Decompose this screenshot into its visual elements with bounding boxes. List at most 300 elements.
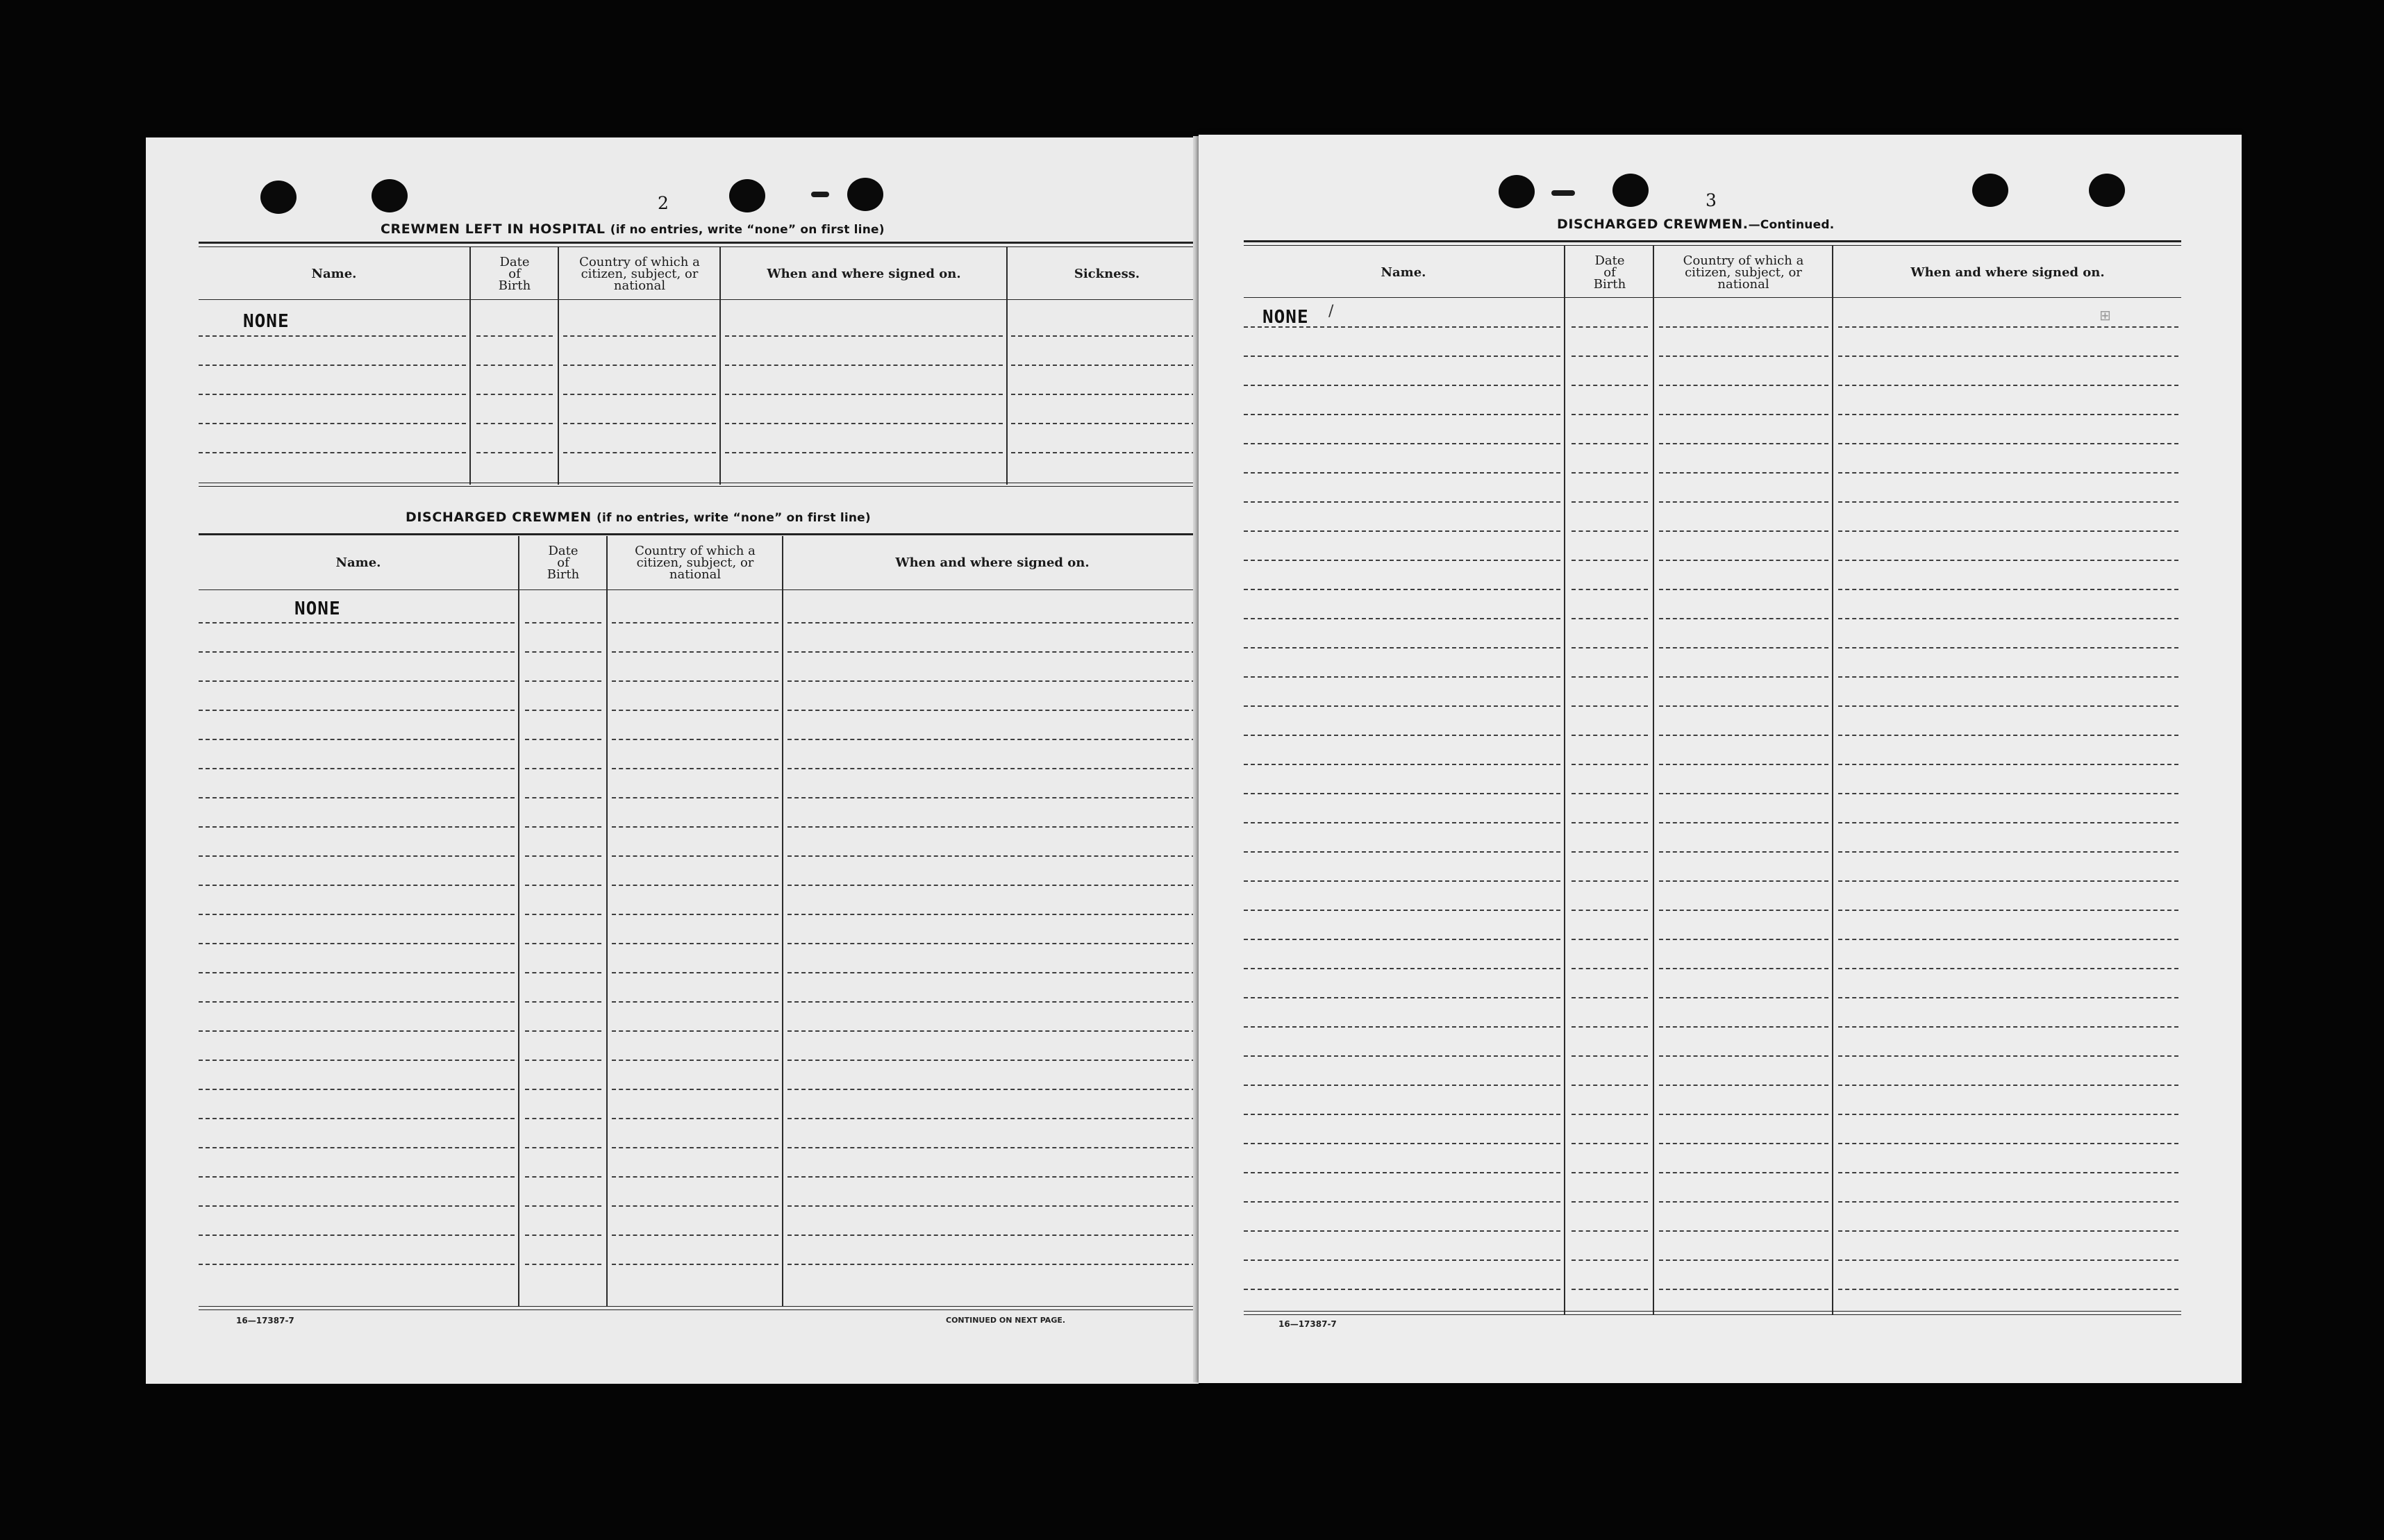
dotted-entry-line: [199, 1147, 515, 1148]
dotted-entry-line: [1572, 589, 1648, 590]
dotted-entry-line: [1659, 939, 1828, 940]
dotted-entry-line: [1572, 764, 1648, 765]
dotted-entry-line: [1244, 1289, 1560, 1290]
dotted-entry-line: [1659, 501, 1828, 503]
dotted-entry-line: [1572, 1085, 1648, 1086]
dotted-entry-line: [1244, 1230, 1560, 1232]
dotted-entry-line: [1572, 560, 1648, 561]
dotted-entry-line: [1572, 705, 1648, 707]
dotted-entry-line: [1244, 647, 1560, 648]
dotted-entry-line: [199, 1060, 515, 1061]
column-divider: [1653, 246, 1654, 1315]
dotted-entry-line: [199, 943, 515, 944]
dotted-entry-line: [1659, 385, 1828, 386]
section-heading-hospital: [381, 221, 885, 237]
dotted-entry-line: [1659, 1259, 1828, 1261]
dotted-entry-line: [612, 680, 778, 682]
dotted-entry-line: [725, 394, 1003, 395]
column-divider: [1006, 247, 1008, 485]
dotted-entry-line: [1659, 618, 1828, 619]
header-text: Country of which a citizen, subject, or national: [635, 543, 756, 582]
dotted-entry-line: [612, 1205, 778, 1207]
dotted-entry-line: [1244, 355, 1560, 357]
dotted-entry-line: [1659, 735, 1828, 736]
dotted-entry-line: [525, 1147, 601, 1148]
heading-title: DISCHARGED CREWMEN: [406, 510, 592, 525]
punch-hole: [729, 179, 765, 212]
dotted-entry-line: [1659, 1201, 1828, 1203]
dotted-entry-line: [1572, 472, 1648, 474]
dotted-entry-line: [725, 452, 1003, 453]
dotted-entry-line: [563, 335, 716, 337]
dotted-entry-line: [199, 1001, 515, 1003]
dotted-entry-line: [1011, 394, 1196, 395]
dotted-entry-line: [525, 885, 601, 886]
dotted-entry-line: [563, 394, 716, 395]
dotted-entry-line: [1838, 1026, 2178, 1028]
dotted-entry-line: [563, 365, 716, 366]
header-text: Country of which a citizen, subject, or national: [1683, 253, 1804, 292]
dotted-entry-line: [1659, 1085, 1828, 1086]
dotted-entry-line: [199, 1118, 515, 1119]
dotted-entry-line: [1572, 326, 1648, 328]
column-divider: [1564, 246, 1565, 1315]
dotted-entry-line: [787, 855, 1196, 857]
dotted-entry-line: [1838, 910, 2178, 911]
dotted-entry-line: [1838, 647, 2178, 648]
dotted-entry-line: [612, 1089, 778, 1090]
dotted-entry-line: [199, 1030, 515, 1032]
dotted-entry-line: [1838, 793, 2178, 794]
dotted-entry-line: [1244, 997, 1560, 998]
form-number: 16—17387-7: [1278, 1319, 1337, 1329]
dotted-entry-line: [725, 365, 1003, 366]
dotted-entry-line: [1838, 1085, 2178, 1086]
dotted-entry-line: [1838, 705, 2178, 707]
dotted-entry-line: [1572, 1172, 1648, 1173]
dotted-entry-line: [1244, 472, 1560, 474]
dotted-entry-line: [1572, 997, 1648, 998]
dotted-entry-line: [525, 680, 601, 682]
dotted-entry-line: [199, 797, 515, 798]
dotted-entry-line: [1244, 501, 1560, 503]
dotted-entry-line: [1572, 355, 1648, 357]
column-divider: [719, 247, 721, 485]
dotted-entry-line: [476, 394, 553, 395]
table-top-rule: [199, 242, 1209, 244]
dotted-entry-line: [1838, 414, 2178, 415]
dotted-entry-line: [1838, 851, 2178, 853]
dotted-entry-line: [1838, 939, 2178, 940]
dotted-entry-line: [1572, 968, 1648, 969]
discharged-table: [199, 533, 1199, 1332]
dotted-entry-line: [1659, 968, 1828, 969]
section-heading-discharged: [406, 510, 871, 525]
dotted-entry-line: [725, 423, 1003, 424]
column-header-name: Name.: [1381, 265, 1426, 280]
dotted-entry-line: [525, 651, 601, 653]
dotted-entry-line: [476, 452, 553, 453]
dotted-entry-line: [199, 739, 515, 740]
page-number: 3: [1706, 190, 1717, 210]
column-divider: [782, 536, 783, 1307]
dotted-entry-line: [1838, 326, 2178, 328]
dotted-entry-line: [525, 914, 601, 915]
dotted-entry-line: [612, 1118, 778, 1119]
dotted-entry-line: [1659, 589, 1828, 590]
dotted-entry-line: [199, 680, 515, 682]
dotted-entry-line: [1572, 880, 1648, 882]
continued-note: CONTINUED ON NEXT PAGE.: [946, 1316, 1066, 1325]
column-header-country: [1655, 247, 1832, 297]
dotted-entry-line: [787, 826, 1196, 828]
dotted-entry-line: [612, 943, 778, 944]
dotted-entry-line: [1838, 997, 2178, 998]
dotted-entry-line: [1244, 1172, 1560, 1173]
dotted-entry-line: [1659, 472, 1828, 474]
dotted-entry-line: [612, 914, 778, 915]
dotted-entry-line: [787, 1264, 1196, 1265]
header-text: Date of Birth: [547, 543, 580, 582]
dotted-entry-line: [199, 622, 515, 623]
dotted-entry-line: [1659, 764, 1828, 765]
dotted-entry-line: [199, 365, 466, 366]
punch-hole: [372, 179, 408, 212]
dotted-entry-line: [525, 1264, 601, 1265]
dotted-entry-line: [1244, 1055, 1560, 1057]
dotted-entry-line: [199, 768, 515, 769]
dotted-entry-line: [525, 768, 601, 769]
dotted-entry-line: [1572, 1289, 1648, 1290]
punch-hole: [260, 181, 297, 214]
ink-smudge: [1551, 190, 1575, 196]
dotted-entry-line: [199, 651, 515, 653]
dotted-entry-line: [1659, 326, 1828, 328]
dotted-entry-line: [1244, 705, 1560, 707]
discharged-table-continued: [1244, 240, 2181, 1351]
dotted-entry-line: [1244, 414, 1560, 415]
dotted-entry-line: [199, 855, 515, 857]
dotted-entry-line: [525, 1060, 601, 1061]
dotted-entry-line: [612, 1176, 778, 1178]
page-number: 2: [658, 193, 669, 213]
pencil-mark: /: [1328, 303, 1334, 320]
dotted-entry-line: [787, 739, 1196, 740]
dotted-entry-line: [1659, 1172, 1828, 1173]
dotted-entry-line: [787, 768, 1196, 769]
dotted-entry-line: [612, 885, 778, 886]
heading-title: DISCHARGED CREWMEN.: [1557, 217, 1749, 232]
dotted-entry-line: [1572, 414, 1648, 415]
dotted-entry-line: [1244, 326, 1560, 328]
dotted-entry-line: [525, 826, 601, 828]
dotted-entry-line: [1838, 1143, 2178, 1144]
dotted-entry-line: [1838, 1172, 2178, 1173]
dotted-entry-line: [1838, 618, 2178, 619]
dotted-entry-line: [1572, 851, 1648, 853]
dotted-entry-line: [1838, 501, 2178, 503]
dotted-entry-line: [1011, 335, 1196, 337]
column-divider: [606, 536, 608, 1307]
dotted-entry-line: [612, 855, 778, 857]
dotted-entry-line: [612, 1001, 778, 1003]
dotted-entry-line: [476, 335, 553, 337]
column-header-name: Name.: [335, 555, 381, 570]
header-text: Date of Birth: [1593, 253, 1626, 292]
ink-smudge: [811, 192, 829, 197]
dotted-entry-line: [787, 1176, 1196, 1178]
table-top-rule: [1244, 240, 2181, 242]
dotted-entry-line: [612, 1060, 778, 1061]
dotted-entry-line: [1659, 851, 1828, 853]
dotted-entry-line: [1244, 1201, 1560, 1203]
dotted-entry-line: [1244, 851, 1560, 853]
dotted-entry-line: [612, 826, 778, 828]
dotted-entry-line: [525, 1089, 601, 1090]
dotted-entry-line: [1244, 793, 1560, 794]
dotted-entry-line: [1244, 1114, 1560, 1115]
dotted-entry-line: [1659, 1026, 1828, 1028]
dotted-entry-line: [525, 797, 601, 798]
dotted-entry-line: [199, 710, 515, 711]
dotted-entry-line: [563, 423, 716, 424]
dotted-entry-line: [199, 972, 515, 973]
punch-hole: [1972, 174, 2008, 207]
right-page: [1199, 135, 2242, 1383]
faint-stamp-mark: ⊞: [2099, 307, 2111, 324]
dotted-entry-line: [1244, 968, 1560, 969]
dotted-entry-line: [1659, 1114, 1828, 1115]
dotted-entry-line: [199, 826, 515, 828]
dotted-entry-line: [525, 1176, 601, 1178]
column-divider: [469, 247, 471, 485]
dotted-entry-line: [1572, 1201, 1648, 1203]
dotted-entry-line: [1838, 1055, 2178, 1057]
dotted-entry-line: [1659, 443, 1828, 444]
heading-title: CREWMEN LEFT IN HOSPITAL: [381, 221, 606, 237]
dotted-entry-line: [525, 622, 601, 623]
dotted-entry-line: [1572, 676, 1648, 678]
dotted-entry-line: [525, 972, 601, 973]
dotted-entry-line: [1838, 735, 2178, 736]
dotted-entry-line: [1011, 423, 1196, 424]
dotted-entry-line: [1244, 1085, 1560, 1086]
dotted-entry-line: [1572, 939, 1648, 940]
dotted-entry-line: [199, 1089, 515, 1090]
table-bottom-rule: [199, 486, 1209, 487]
dotted-entry-line: [1838, 822, 2178, 823]
dotted-entry-line: [725, 335, 1003, 337]
dotted-entry-line: [1838, 764, 2178, 765]
table-bottom-rule: [199, 1306, 1209, 1307]
dotted-entry-line: [1838, 968, 2178, 969]
dotted-entry-line: [525, 1234, 601, 1236]
table-bottom-rule: [1244, 1314, 2181, 1315]
dotted-entry-line: [612, 651, 778, 653]
dotted-entry-line: [199, 452, 466, 453]
punch-hole: [2089, 174, 2125, 207]
left-page: [146, 137, 1199, 1384]
dotted-entry-line: [525, 1030, 601, 1032]
dotted-entry-line: [1572, 443, 1648, 444]
dotted-entry-line: [787, 651, 1196, 653]
dotted-entry-line: [1659, 414, 1828, 415]
dotted-entry-line: [1244, 530, 1560, 532]
dotted-entry-line: [525, 739, 601, 740]
dotted-entry-line: [1572, 793, 1648, 794]
table-top-rule-thin: [199, 246, 1209, 247]
dotted-entry-line: [1572, 385, 1648, 386]
dotted-entry-line: [1244, 939, 1560, 940]
dotted-entry-line: [1011, 452, 1196, 453]
dotted-entry-line: [1838, 589, 2178, 590]
column-header-date-of-birth: [1567, 247, 1653, 297]
punch-hole: [1499, 175, 1535, 208]
dotted-entry-line: [1572, 1114, 1648, 1115]
column-header-signed-on: When and where signed on.: [895, 555, 1090, 570]
header-text: Date of Birth: [498, 254, 531, 293]
dotted-entry-line: [787, 1030, 1196, 1032]
dotted-entry-line: [1659, 997, 1828, 998]
dotted-entry-line: [1244, 735, 1560, 736]
typed-entry-none: NONE: [294, 599, 341, 619]
dotted-entry-line: [612, 768, 778, 769]
dotted-entry-line: [787, 1234, 1196, 1236]
column-header-country: [560, 249, 719, 299]
dotted-entry-line: [1659, 1289, 1828, 1290]
dotted-entry-line: [1572, 1230, 1648, 1232]
column-divider: [558, 247, 559, 485]
heading-suffix: —Continued.: [1748, 218, 1835, 232]
dotted-entry-line: [1838, 880, 2178, 882]
dotted-entry-line: [1838, 676, 2178, 678]
dotted-entry-line: [1659, 705, 1828, 707]
dotted-entry-line: [1659, 1055, 1828, 1057]
dotted-entry-line: [1011, 365, 1196, 366]
dotted-entry-line: [1572, 735, 1648, 736]
dotted-entry-line: [1838, 530, 2178, 532]
dotted-entry-line: [525, 1205, 601, 1207]
dotted-entry-line: [1244, 880, 1560, 882]
dotted-entry-line: [612, 622, 778, 623]
column-header-country: [608, 536, 782, 589]
dotted-entry-line: [1659, 560, 1828, 561]
dotted-entry-line: [1572, 1259, 1648, 1261]
dotted-entry-line: [1244, 1143, 1560, 1144]
column-header-name: Name.: [311, 266, 357, 281]
dotted-entry-line: [612, 739, 778, 740]
dotted-entry-line: [612, 972, 778, 973]
dotted-entry-line: [1659, 530, 1828, 532]
dotted-entry-line: [1838, 443, 2178, 444]
dotted-entry-line: [1838, 1289, 2178, 1290]
column-header-sickness: Sickness.: [1074, 266, 1140, 281]
heading-instruction: (if no entries, write “none” on first line): [596, 511, 871, 525]
column-divider: [518, 536, 519, 1307]
dotted-entry-line: [1244, 910, 1560, 911]
dotted-entry-line: [1244, 676, 1560, 678]
dotted-entry-line: [476, 365, 553, 366]
dotted-entry-line: [612, 797, 778, 798]
dotted-entry-line: [1838, 355, 2178, 357]
dotted-entry-line: [525, 855, 601, 857]
dotted-entry-line: [199, 1234, 515, 1236]
dotted-entry-line: [1838, 385, 2178, 386]
dotted-entry-line: [1659, 822, 1828, 823]
dotted-entry-line: [199, 914, 515, 915]
dotted-entry-line: [787, 1060, 1196, 1061]
dotted-entry-line: [612, 1234, 778, 1236]
header-text: Country of which a citizen, subject, or national: [579, 254, 700, 293]
dotted-entry-line: [563, 452, 716, 453]
header-bottom-rule: [199, 589, 1209, 590]
dotted-entry-line: [1572, 530, 1648, 532]
dotted-entry-line: [1659, 880, 1828, 882]
dotted-entry-line: [1659, 793, 1828, 794]
dotted-entry-line: [1244, 1026, 1560, 1028]
dotted-entry-line: [1838, 472, 2178, 474]
dotted-entry-line: [1244, 443, 1560, 444]
dotted-entry-line: [1572, 501, 1648, 503]
table-top-rule-thin: [1244, 245, 2181, 246]
typed-entry-none: NONE: [243, 311, 290, 332]
dotted-entry-line: [525, 943, 601, 944]
dotted-entry-line: [787, 1089, 1196, 1090]
dotted-entry-line: [199, 423, 466, 424]
dotted-entry-line: [787, 797, 1196, 798]
dotted-entry-line: [612, 1147, 778, 1148]
column-header-date-of-birth: [520, 536, 606, 589]
dotted-entry-line: [1244, 385, 1560, 386]
dotted-entry-line: [199, 1264, 515, 1265]
dotted-entry-line: [1244, 589, 1560, 590]
dotted-entry-line: [612, 1264, 778, 1265]
dotted-entry-line: [199, 1176, 515, 1178]
dotted-entry-line: [476, 423, 553, 424]
header-bottom-rule: [199, 299, 1209, 300]
dotted-entry-line: [1838, 1230, 2178, 1232]
dotted-entry-line: [787, 1205, 1196, 1207]
dotted-entry-line: [787, 710, 1196, 711]
heading-instruction: (if no entries, write “none” on first line): [610, 223, 885, 237]
dotted-entry-line: [1838, 560, 2178, 561]
dotted-entry-line: [787, 885, 1196, 886]
dotted-entry-line: [787, 914, 1196, 915]
header-bottom-rule: [1244, 297, 2181, 298]
dotted-entry-line: [1244, 1259, 1560, 1261]
column-header-signed-on: When and where signed on.: [767, 266, 961, 281]
section-heading-discharged-continued: [1557, 217, 1834, 232]
dotted-entry-line: [1572, 618, 1648, 619]
dotted-entry-line: [1572, 1143, 1648, 1144]
dotted-entry-line: [787, 680, 1196, 682]
dotted-entry-line: [1659, 1230, 1828, 1232]
dotted-entry-line: [1572, 1026, 1648, 1028]
punch-hole: [847, 178, 883, 211]
dotted-entry-line: [1572, 910, 1648, 911]
dotted-entry-line: [1659, 910, 1828, 911]
dotted-entry-line: [1244, 764, 1560, 765]
table-bottom-rule: [1244, 1311, 2181, 1312]
dotted-entry-line: [525, 1118, 601, 1119]
punch-hole: [1612, 174, 1649, 207]
form-number: 16—17387-7: [236, 1316, 294, 1325]
column-header-signed-on: When and where signed on.: [1910, 265, 2105, 280]
dotted-entry-line: [1838, 1259, 2178, 1261]
column-divider: [1832, 246, 1833, 1315]
dotted-entry-line: [1244, 618, 1560, 619]
typed-entry-none: NONE: [1262, 307, 1309, 328]
